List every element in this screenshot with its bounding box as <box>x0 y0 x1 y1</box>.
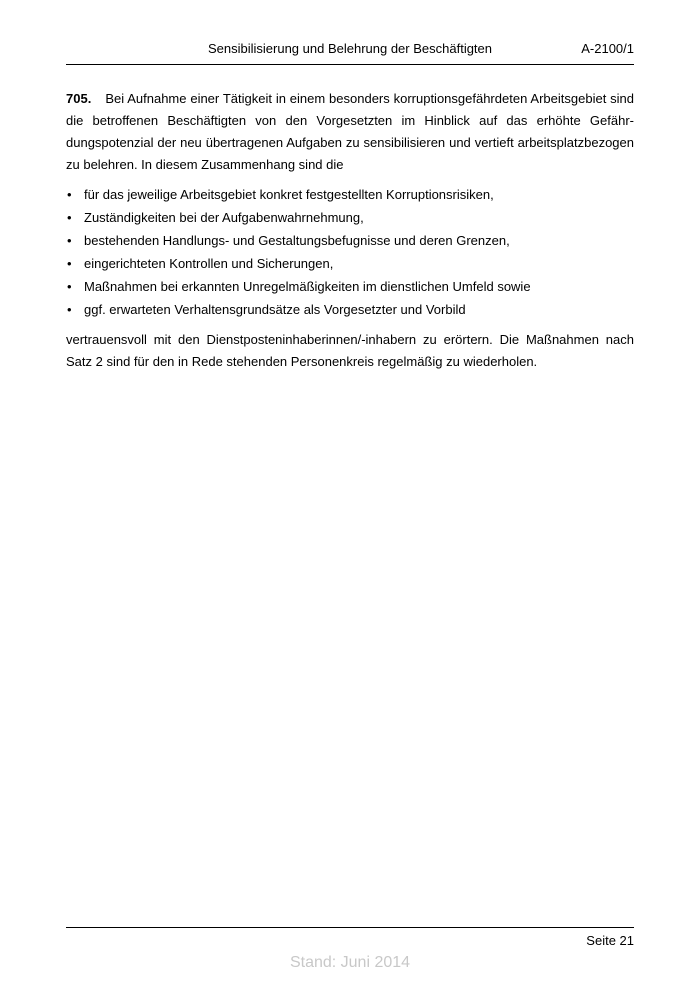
header-title: Sensibilisierung und Belehrung der Beschäftigten <box>207 41 493 56</box>
page-footer <box>66 927 634 948</box>
bullet-icon: • <box>67 279 72 294</box>
paragraph-705 <box>66 88 634 176</box>
list-item-text: ggf. erwarteten Verhaltensgrundsätze als Vorgesetzter und Vorbild <box>84 302 466 317</box>
list-item-text: eingerichteten Kontrollen und Sicherungen, <box>84 256 334 271</box>
list-item-text: Zuständigkeiten bei der Aufgabenwahrnehmung, <box>84 210 364 225</box>
bullet-icon: • <box>67 187 72 202</box>
bullet-list <box>66 183 634 321</box>
list-item <box>66 229 634 252</box>
list-item <box>66 183 634 206</box>
paragraph-intro: Bei Aufnahme einer Tätigkeit in einem besonders korruptionsgefährdeten Arbeitsgebiet sind die betroffenen Beschäftigten von den Vorgesetzten im Hinblick auf das erhöhte Gefährdungspotenzial der neu übertragenen Aufgaben zu sensibilisieren und vertieft arbeitsplatzbezogen zu belehren. In diesem Zusammenhang sind die <box>66 91 634 172</box>
document-body <box>66 88 634 373</box>
bullet-icon: • <box>67 256 72 271</box>
list-item <box>66 275 634 298</box>
document-code: A-2100/1 <box>581 41 634 56</box>
list-item-text: bestehenden Handlungs- und Gestaltungsbefugnisse und deren Grenzen, <box>84 233 510 248</box>
paragraph-number: 705. <box>66 91 92 106</box>
bullet-icon: • <box>67 233 72 248</box>
list-item-text: für das jeweilige Arbeitsgebiet konkret festgestellten Korruptionsrisiken, <box>84 187 494 202</box>
bullet-icon: • <box>67 302 72 317</box>
paragraph-closing: vertrauensvoll mit den Dienstposteninhaberinnen/-inhabern zu erörtern. Die Maßnahmen nach Satz 2 sind für den in Rede stehenden Personenkreis regelmäßig zu wiederholen. <box>66 332 634 369</box>
list-item <box>66 298 634 321</box>
page-number: Seite 21 <box>586 933 634 948</box>
page-header <box>66 38 634 65</box>
stand-date: Stand: Juni 2014 <box>289 954 411 971</box>
bullet-icon: • <box>67 210 72 225</box>
list-item <box>66 252 634 275</box>
list-item <box>66 206 634 229</box>
list-item-text: Maßnahmen bei erkannten Unregelmäßigkeiten im dienstlichen Umfeld sowie <box>84 279 531 294</box>
